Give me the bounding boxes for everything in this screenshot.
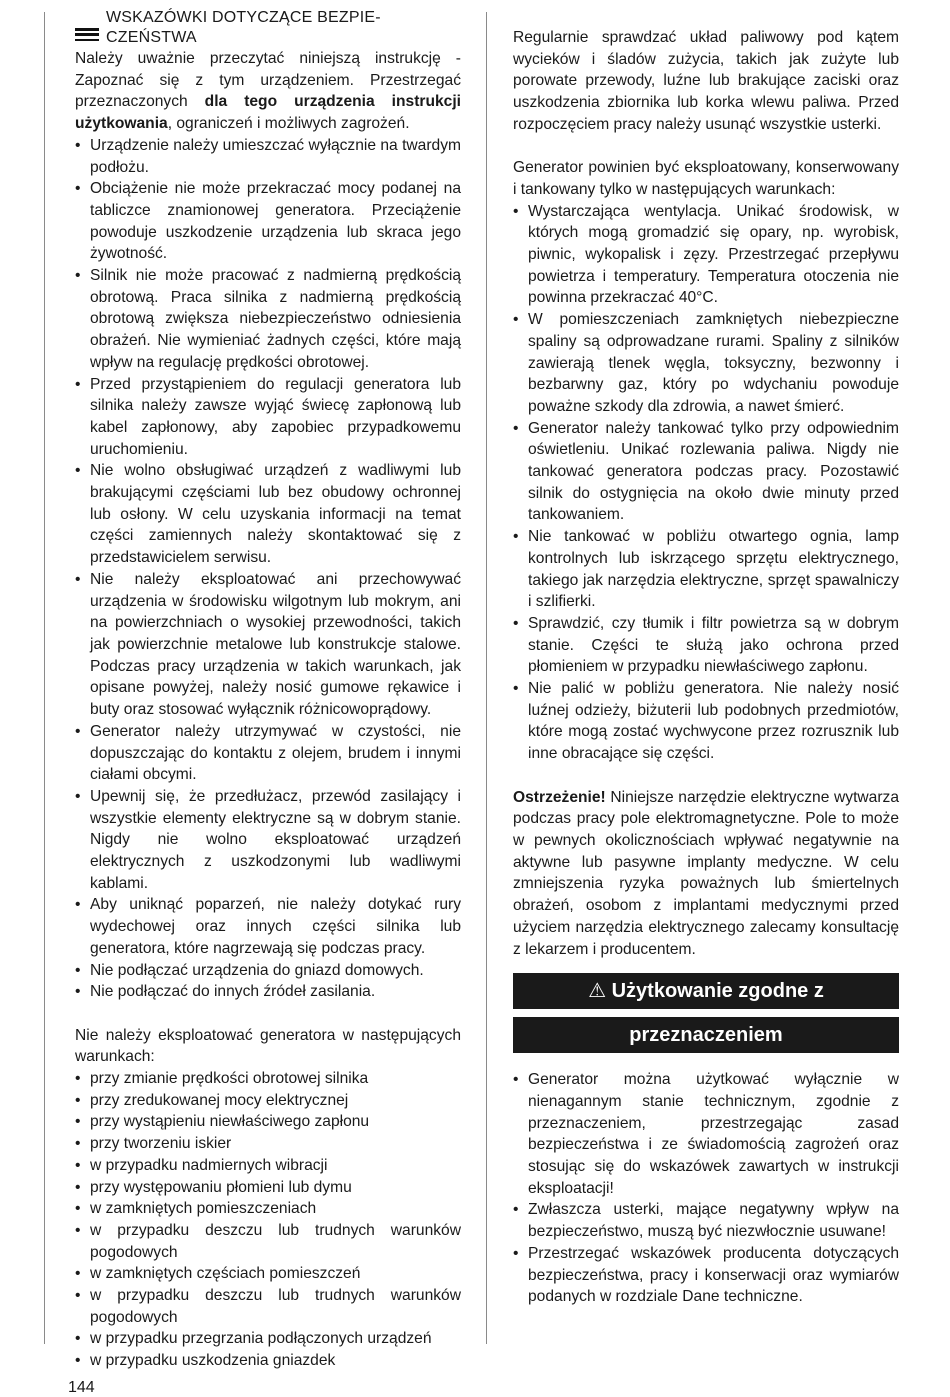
list-item: • w przypadku nadmiernych wibracji xyxy=(75,1155,461,1177)
section-heading xyxy=(75,8,461,48)
list-item: • Obciążenie nie może przekraczać mocy podanej na tabliczce znamionowej generatora. Przeciążenie powoduje uszkodzenie urządzenia lub skraca jego żywotność. xyxy=(75,178,461,265)
list-item: • Upewnij się, że przedłużacz, przewód zasilający i wszystkie elementy elektryczne są w dobrym stanie. Nigdy nie wolno eksploatować urządzeń elektrycznych z uszkodzonymi lub wadliwymi kablami. xyxy=(75,786,461,895)
warning-paragraph xyxy=(513,787,899,961)
fuel-check-paragraph: Regularnie sprawdzać układ paliwowy pod kątem wycieków i śladów zużycia, takich jak zużyte lub porowate przewody, luźne lub brakujące zaciski oraz uszkodzenia zbiornika lub korka wlewu paliwa. Przed rozpoczęciem pracy należy usunąć wszystkie usterki. xyxy=(513,29,899,133)
spacer xyxy=(513,960,899,973)
spacer xyxy=(513,765,899,787)
conditions-list xyxy=(75,1068,461,1372)
intro-paragraph xyxy=(75,48,461,135)
list-item: • Przed przystąpieniem do regulacji generatora lub silnika należy zawsze wyjąć świecę zapłonową lub kabel zapłonowy, aby zapobiec przypadkowemu uruchomieniu. xyxy=(75,374,461,461)
list-item: • w przypadku przegrzania podłączonych urządzeń xyxy=(75,1328,461,1350)
warning-text: Niniejsze narzędzie elektryczne wytwarza podczas pracy pole elektromagnetyczne. Pole to może w pewnych okolicznościach wpływać negatywnie na aktywne lub pasywne implanty medyczne. W celu zmniejszenia ryzyka poważnych lub śmiertelnych obrażeń, osobom z implantami medycznymi przed użyciem narzędzia elektrycznego zalecamy konsultację z lekarzem i producentem. xyxy=(513,788,899,958)
list-item: • Zwłaszcza usterki, mające negatywny wpływ na bezpieczeństwo, muszą być niezwłocznie usuwane! xyxy=(513,1199,899,1242)
spacer xyxy=(513,1053,899,1069)
list-item: • Nie wolno obsługiwać urządzeń z wadliwymi lub brakującymi częściami lub bez obudowy ochronnej lub osłony. W celu uzyskania informacji na temat części zamiennych należy skontaktować się z przedstawicielem serwisu. xyxy=(75,460,461,569)
list-item: • przy tworzeniu iskier xyxy=(75,1133,461,1155)
list-item: • Nie tankować w pobliżu otwartego ognia, lamp kontrolnych lub iskrzącego sprzętu elektrycznego, takiego jak narzędzia elektryczne, sprzęt spawalniczy i szlifierki. xyxy=(513,526,899,613)
menu-lines-icon xyxy=(75,28,99,42)
list-item: • Generator można użytkować wyłącznie w nienagannym stanie technicznym, zgodnie z przeznaczeniem, przestrzegając zasad bezpieczeństwa i ze świadomością zagrożeń oraz stosując się do wskazówek zawartych w instrukcji eksploatacji! xyxy=(513,1069,899,1199)
intro-emphasis: dla tego urządzenia instrukcji użytkowania xyxy=(75,93,461,133)
operate-intro: Generator powinien być eksploatowany, konserwowany i tankowany tylko w następujących warunkach: xyxy=(513,159,899,198)
column-divider xyxy=(486,12,487,1344)
list-item: • w zamkniętych częściach pomieszczeń xyxy=(75,1263,461,1285)
list-item: • Nie podłączać urządzenia do gniazd domowych. xyxy=(75,960,461,982)
heading-line-1: WSKAZÓWKI DOTYCZĄCE BEZPIE- xyxy=(106,9,381,26)
conditions-intro: Nie należy eksploatować generatora w następujących warunkach: xyxy=(75,1026,461,1066)
page-number: 144 xyxy=(68,1379,95,1396)
section-banner-line-2: przeznaczeniem xyxy=(513,1017,899,1053)
list-item: • Przestrzegać wskazówek producenta dotyczących bezpieczeństwa, pracy i konserwacji oraz wymiarów podanych w rozdziale Dane techniczne. xyxy=(513,1243,899,1308)
intro-text-end: , ograniczeń i możliwych zagrożeń. xyxy=(167,115,410,133)
list-item: • Urządzenie należy umieszczać wyłącznie na twardym podłożu. xyxy=(75,135,461,178)
list-item: • Generator należy tankować tylko przy odpowiednim oświetleniu. Unikać rozlewania paliwa. Nigdy nie tankować generatora podczas pracy. Pozostawić silnik do ostygnięcia na około dwie minuty przed tankowaniem. xyxy=(513,418,899,527)
usage-list xyxy=(513,1069,899,1308)
list-item: • Nie palić w pobliżu generatora. Nie należy nosić luźnej odzieży, biżuterii lub podobnych przedmiotów, które mogą zostać wychwycone przez rozrusznik lub inne obracające się części. xyxy=(513,678,899,765)
list-item: • Wystarczająca wentylacja. Unikać środowisk, w których mogą gromadzić się opary, np. wyrobisk, piwnic, wykopalisk i zęzy. Przestrzegać przepływu powietrza i temperatury. Temperatura otoczenia nie powinna przekraczać 40°C. xyxy=(513,201,899,310)
spacer xyxy=(75,1003,461,1025)
list-item: • w zamkniętych pomieszczeniach xyxy=(75,1198,461,1220)
list-item: • W pomieszczeniach zamkniętych niebezpieczne spaliny są odprowadzane rurami. Spaliny z silników zawierają tlenek węgla, toksyczny, bezwonny i bezbarwny gaz, który po wdychaniu powoduje poważne szkody dla zdrowia, a nawet śmierć. xyxy=(513,309,899,418)
intro-text: Należy uważnie przeczytać niniejszą instrukcję - Zapoznać się z tym urządzeniem. Przestrzegać przeznaczonych xyxy=(75,50,461,111)
list-item: • przy występowaniu płomieni lub dymu xyxy=(75,1177,461,1199)
safety-list xyxy=(75,135,461,1003)
list-item: • Nie podłączać do innych źródeł zasilania. xyxy=(75,981,461,1003)
warning-label: Ostrzeżenie! xyxy=(513,788,606,806)
list-item: • Sprawdzić, czy tłumik i filtr powietrza są w dobrym stanie. Części te służą jako ochrona przed płomieniem w przypadku niewłaściwego zapłonu. xyxy=(513,613,899,678)
operate-list xyxy=(513,201,899,765)
list-item: • w przypadku uszkodzenia gniazdek xyxy=(75,1350,461,1372)
list-item: • Generator należy utrzymywać w czystości, nie dopuszczając do kontaktu z olejem, brudem i innymi ciałami obcymi. xyxy=(75,721,461,786)
left-column xyxy=(75,8,461,1372)
section-banner-line-1: ⚠ Użytkowanie zgodne z xyxy=(513,973,899,1009)
list-item: • przy wystąpieniu niewłaściwego zapłonu xyxy=(75,1111,461,1133)
list-item: • w przypadku deszczu lub trudnych warunków pogodowych xyxy=(75,1220,461,1263)
list-item: • przy zmianie prędkości obrotowej silnika xyxy=(75,1068,461,1090)
list-item: • przy zredukowanej mocy elektrycznej xyxy=(75,1090,461,1112)
spacer xyxy=(513,136,899,158)
heading-line-2: CZEŃSTWA xyxy=(106,29,197,46)
list-item: • w przypadku deszczu lub trudnych warunków pogodowych xyxy=(75,1285,461,1328)
list-item: • Silnik nie może pracować z nadmierną prędkością obrotową. Praca silnika z nadmierną prędkością obrotową zwiększa niebezpieczeństwo odniesienia obrażeń. Nie wymieniać żadnych części, które mają wpływ na regulację prędkości obrotowej. xyxy=(75,265,461,374)
list-item: • Aby uniknąć poparzeń, nie należy dotykać rury wydechowej oraz innych części silnika lub generatora, które nagrzewają się podczas pracy. xyxy=(75,894,461,959)
right-column xyxy=(513,27,899,1308)
left-margin-rule xyxy=(44,12,45,1344)
list-item: • Nie należy eksploatować ani przechowywać urządzenia w środowisku wilgotnym lub mokrym, ani na powierzchniach o wysokiej przewodności, takich jak powierzchnie metalowe lub konstrukcje stalowe. Podczas pracy urządzenia w takich warunkach, jak opisane powyżej, należy nosić gumowe rękawice i buty oraz stosować wyłącznik różnicowoprądowy. xyxy=(75,569,461,721)
